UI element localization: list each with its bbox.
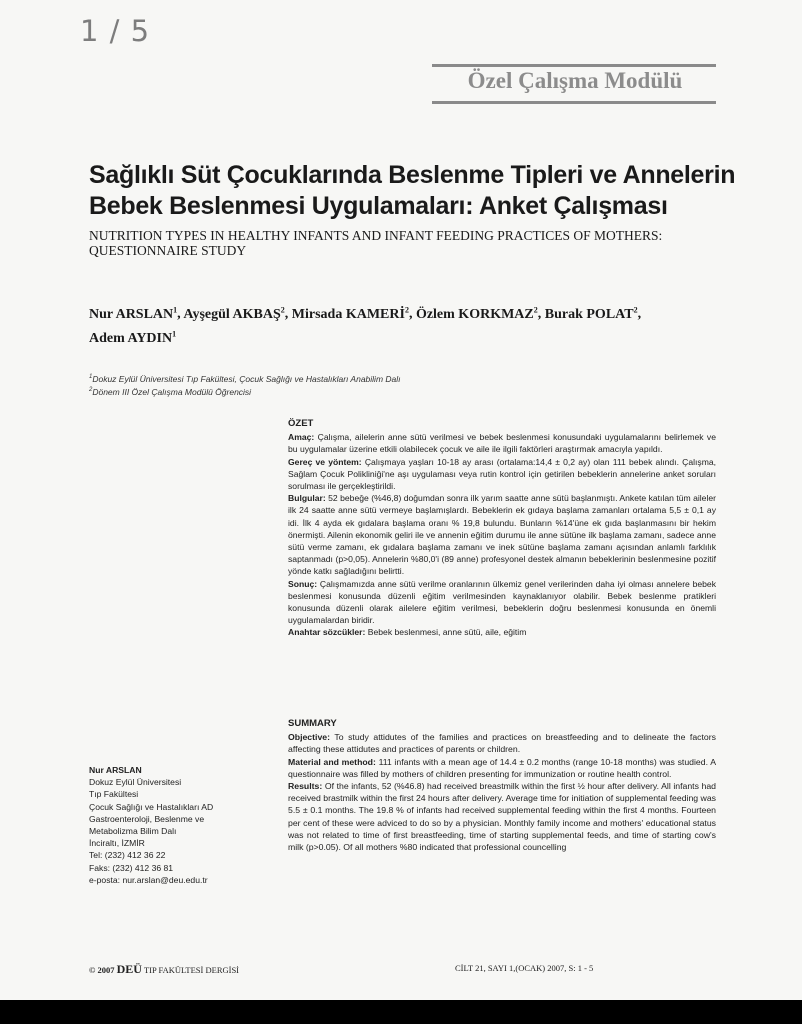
correspondence-phone: Tel: (232) 412 36 22 — [89, 850, 166, 861]
correspondence-fax: Faks: (232) 412 36 81 — [89, 862, 174, 873]
affiliation: $^1$Dokuz Eylül Üniversitesi Tıp Fakültesi, Çocuk Sağlığı ve Hastalıkları Anabilim Dalı — [89, 373, 401, 384]
correspondence-email[interactable]: e-posta: nur.arslan@deu.edu.tr — [89, 874, 208, 885]
page-indicator: 1 / 5 — [80, 14, 151, 48]
author: Adem AYDIN$^1$ — [89, 329, 177, 347]
correspondence-block — [89, 764, 279, 886]
abstract-heading: SUMMARY — [288, 718, 337, 729]
abstract-heading: ÖZET — [288, 418, 314, 429]
correspondence-line: Çocuk Sağlığı ve Hastalıkları AD — [89, 801, 214, 812]
abstract-section: Bulgular: 52 bebeğe (%46,8) doğumdan sonra ilk yarım saatte anne sütü başlanmıştı. Ankete katılan tüm aileler ilk 24 saatte anne sütü vermeye başlamışlardı. Bebeklerin ek gıdaya başlama zamanları ortalama 5,5 ± 0,1 ay idi. İlk 4 ayda ek gıdalara başlama oranı % 19,8 bulundu. Bunların %14'üne ek gıda başlanmasını bir hekim önermişti. Ailenin ekonomik geliri ile ve annenin eğitim durumu ile anne sütüne ilk başlama zamanı, sadece anne sütü verme zamanı, ek gıdalara başlama zamanı ve inek sütüne başlama zamanı açısından anlamlı farklılık saptanmadı (p>0,05). Annelerin %80,0'i (89 anne) profesyonel destek almanın bebeklerinin beslenmesine pozitif yönde katkı sağladığını belirtti. — [288, 493, 716, 577]
abstract-english — [288, 716, 716, 853]
correspondence-line: Metabolizma Bilim Dalı — [89, 826, 177, 837]
abstract-section: Material and method: 111 infants with a mean age of 14.4 ± 0.2 months (range 10-18 months) was studied. A questionnaire was filled by mothers of children presenting for immunization or routine health control. — [288, 756, 716, 779]
correspondence-line: Dokuz Eylül Üniversitesi — [89, 777, 182, 788]
abstract-section: Sonuç: Çalışmamızda anne sütü verilme oranlarının ülkemiz genel verilerinden daha iyi olması annelere bebek beslenmesi konusunda düzenli eğitim verilmesinden kaynaklanıyor olabilir. Bebek beslenme pratikleri konusunda düzenli olarak ailelere eğitim verilmesi, bebeklerin doğru beslenmesi konusunda en önemli uygulamalardan biridir. — [288, 578, 717, 626]
author: Mirsada KAMERİ$^2$ — [291, 305, 409, 322]
abstract-section: Objective: To study attidutes of the families and practices on breastfeeding and to delineate the factors affecting these attidutes and practices of parents or children. — [288, 732, 716, 755]
abstract-section: Amaç: Çalışma, ailelerin anne sütü verilmesi ve bebek beslenmesi konusundaki uygulamalarını belirlemek ve bu uygulamalar üzerine etkili olabilecek çocuk ve aile ile ilgili faktörleri araştırmak amacıyla yapıldı. — [288, 432, 716, 455]
author-list: Nur ARSLAN$^1$, Ayşegül AKBAŞ$^2$, Mirsada KAMERİ$^2$, Özlem KORKMAZ$^2$, Burak POLAT$^2$, Adem AYDIN$^1$ — [89, 305, 642, 347]
article-title: Sağlıklı Süt Çocuklarında Beslenme Tipleri ve Annelerin Bebek Beslenmesi Uygulamaları: Anket Çalışması — [89, 161, 736, 220]
module-rule-bottom — [432, 101, 716, 104]
correspondence-line: İnciraltı, İZMİR — [89, 838, 145, 849]
affiliation: $^2$Dönem III Özel Çalışma Modülü Öğrencisi — [89, 386, 252, 397]
module-label: Özel Çalışma Modülü — [467, 68, 683, 93]
correspondence-name: Nur ARSLAN — [89, 765, 142, 775]
correspondence-line: Gastroenteroloji, Beslenme ve — [89, 813, 205, 824]
abstract-section: Gereç ve yöntem: Çalışmaya yaşları 10-18 ay arası (ortalama:14,4 ± 0,2 ay) olan 111 bebek alındı. Çalışma, Sağlam Çocuk Polikliniği'ne aşı uygulaması veya rutin kontrol için getirilen bebeklerin annelerine anket soruları sorulması ile gerçekleştirildi. — [288, 456, 717, 492]
author: Nur ARSLAN$^1$ — [89, 305, 178, 322]
article-title-english: NUTRITION TYPES IN HEALTHY INFANTS AND INFANT FEEDING PRACTICES OF MOTHERS: QUESTIONNAIRE STUDY — [89, 228, 663, 258]
author: Özlem KORKMAZ$^2$ — [415, 305, 538, 322]
author: Ayşegül AKBAŞ$^2$ — [183, 305, 285, 322]
module-rule-top — [432, 64, 716, 67]
abstract-turkish — [288, 416, 716, 639]
correspondence-line: Tıp Fakültesi — [89, 789, 139, 800]
abstract-section: Results: Of the infants, 52 (%46.8) had received breastmilk within the first ½ hour after delivery. All infants had received brastmilk within the first 24 hours after delivery. Average time for initiation of supplemental feeding was 5.5 ± 0.1 months. The 19.8 % of infants had received supplemental feeding within the first 4 months. Fourteen per cent of these were adviced to do so by a physician. Monthly family income and mothers' educational status was not related to time of first breastfeeding, time of starting supplemental feeds, and time of starting cow's milk (p>0.05). Of all mothers %80 indicated that professional councelling — [288, 781, 716, 853]
keywords: Anahtar sözcükler: Bebek beslenmesi, anne sütü, aile, eğitim — [288, 627, 527, 638]
author: Burak POLAT$^2$ — [544, 305, 638, 322]
footer-citation: CİLT 21, SAYI 1,(OCAK) 2007, S: 1 - 5 — [455, 963, 594, 973]
footer-journal: © 2007 DEÜ TIP FAKÜLTESİ DERGİSİ — [89, 962, 240, 976]
affiliations — [89, 372, 589, 398]
